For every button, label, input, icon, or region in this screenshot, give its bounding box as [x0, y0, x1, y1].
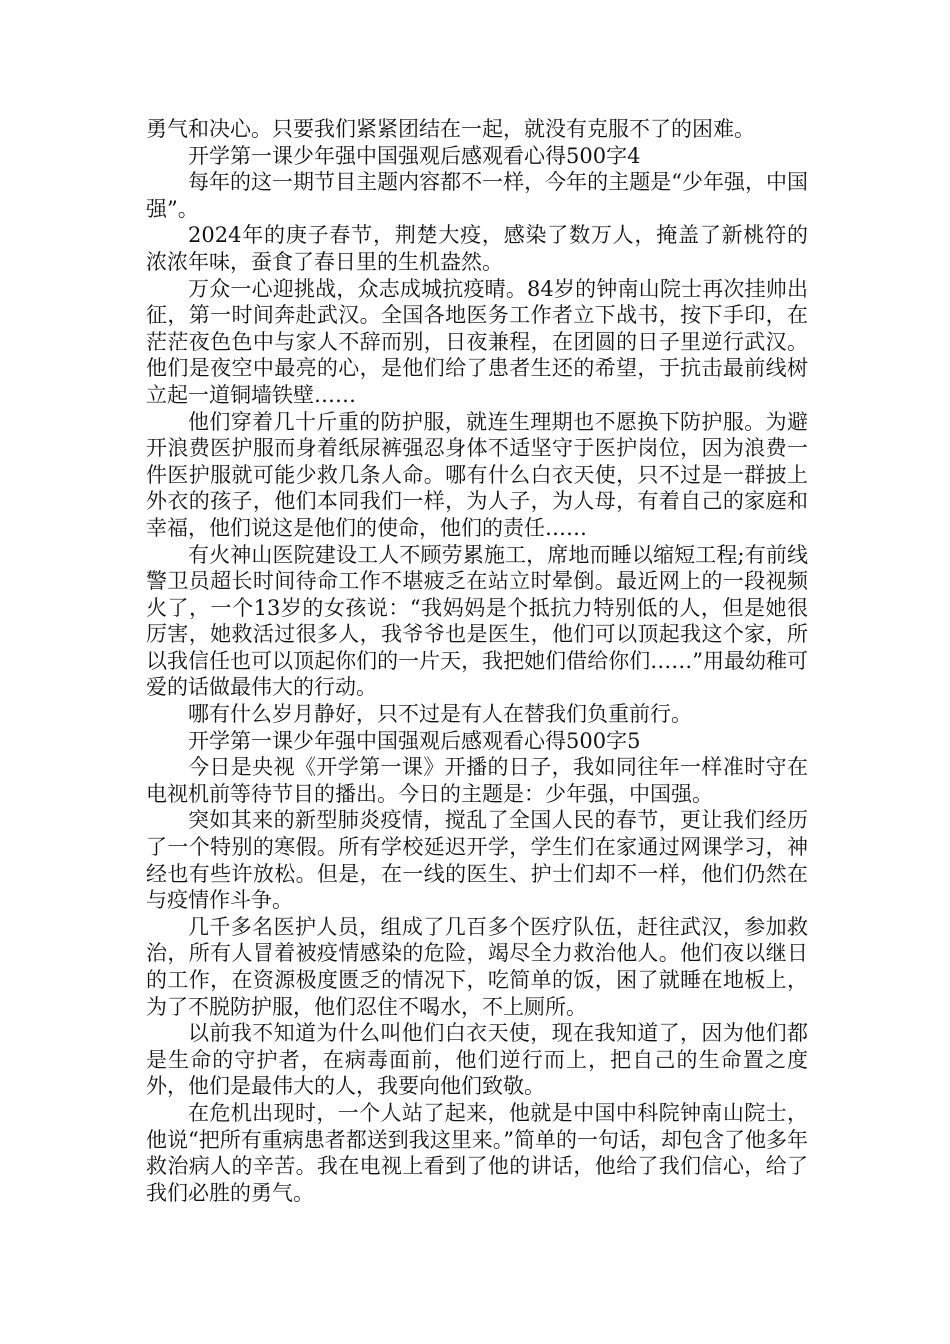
paragraph: 2024年的庚子春节，荆楚大疫，感染了数万人，掩盖了新桃符的浓浓年味，蚕食了春日里的生机盎然。 — [146, 223, 808, 274]
paragraph: 有火神山医院建设工人不顾劳累施工，席地而睡以缩短工程;有前线警卫员超长时间待命工作不堪疲乏在站立时晕倒。最近网上的一段视频火了，一个13岁的女孩说：“我妈妈是个抵抗力特别低的人，但是她很厉害，她救活过很多人，我爷爷也是医生，他们可以顶起我这个家，所以我信任也可以顶起你们的一片天，我把她们借给你们……”用最幼稚可爱的话做最伟大的行动。 — [146, 542, 808, 700]
section-heading-4: 开学第一课少年强中国强观后感观看心得500字4 — [188, 143, 641, 168]
paragraph: 突如其来的新型肺炎疫情，搅乱了全国人民的春节，更让我们经历了一个特别的寒假。所有学校延迟开学，学生们在家通过网课学习，神经也有些许放松。但是，在一线的医生、护士们却不一样，他们仍然在与疫情作斗争。 — [146, 808, 808, 913]
paragraph: 他们穿着几十斤重的防护服，就连生理期也不愿换下防护服。为避开浪费医护服而身着纸尿裤强忍身体不适坚守于医护岗位，因为浪费一件医护服就可能少救几条人命。哪有什么白衣天使，只不过是一群披上外衣的孩子，他们本同我们一样，为人子，为人母，有着自己的家庭和幸福，他们说这是他们的使命，他们的责任…… — [146, 409, 808, 540]
paragraph: 几千多名医护人员，组成了几百多个医疗队伍，赶往武汉，参加救治，所有人冒着被疫情感染的危险，竭尽全力救治他人。他们夜以继日的工作，在资源极度匮乏的情况下，吃简单的饭，困了就睡在地板上，为了不脱防护服，他们忍住不喝水，不上厕所。 — [146, 914, 808, 1019]
section-heading-5: 开学第一课少年强中国强观后感观看心得500字5 — [188, 728, 641, 753]
paragraph-continued: 勇气和决心。只要我们紧紧团结在一起，就没有克服不了的困难。 — [146, 117, 755, 141]
paragraph: 以前我不知道为什么叫他们白衣天使，现在我知道了，因为他们都是生命的守护者，在病毒面前，他们逆行而上，把自己的生命置之度外，他们是最伟大的人，我要向他们致敬。 — [146, 1021, 808, 1099]
paragraph: 每年的这一期节目主题内容都不一样，今年的主题是“少年强，中国强”。 — [146, 170, 808, 221]
paragraph: 万众一心迎挑战，众志成城抗疫晴。84岁的钟南山院士再次挂帅出征，第一时间奔赴武汉。全国各地医务工作者立下战书，按下手印，在茫茫夜色色中与家人不辞而别，日夜兼程，在团圆的日子里逆行武汉。他们是夜空中最亮的心，是他们给了患者生还的希望，于抗击最前线树立起一道铜墙铁壁…… — [146, 276, 808, 407]
paragraph: 在危机出现时，一个人站了起来，他就是中国中科院钟南山院士，他说“把所有重病患者都送到我这里来。”简单的一句话，却包含了他多年救治病人的辛苦。我在电视上看到了他的讲话，他给了我们信心，给了我们必胜的勇气。 — [146, 1100, 808, 1205]
paragraph: 哪有什么岁月静好，只不过是有人在替我们负重前行。 — [188, 702, 692, 727]
document-body — [146, 116, 808, 1206]
paragraph: 今日是央视《开学第一课》开播的日子，我如同往年一样准时守在电视机前等待节目的播出。今日的主题是：少年强，中国强。 — [146, 755, 808, 806]
